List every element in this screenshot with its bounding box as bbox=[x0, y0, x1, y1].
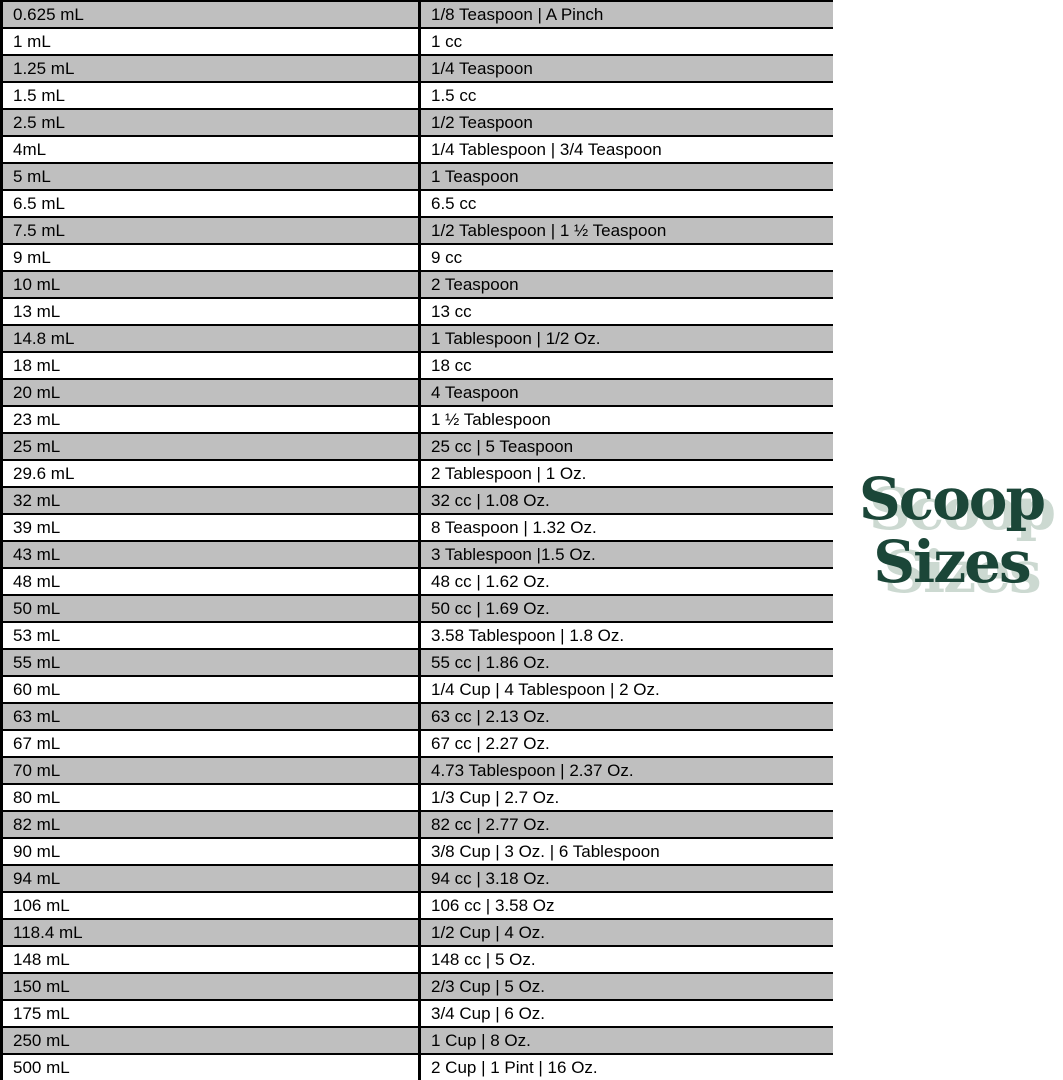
ml-cell: 9 mL bbox=[2, 244, 420, 271]
conversion-cell: 1 Teaspoon bbox=[420, 163, 834, 190]
conversion-cell: 3.58 Tablespoon | 1.8 Oz. bbox=[420, 622, 834, 649]
conversion-cell: 1/3 Cup | 2.7 Oz. bbox=[420, 784, 834, 811]
table-row bbox=[2, 595, 834, 622]
conversion-cell: 4 Teaspoon bbox=[420, 379, 834, 406]
conversion-cell: 94 cc | 3.18 Oz. bbox=[420, 865, 834, 892]
ml-cell: 7.5 mL bbox=[2, 217, 420, 244]
table-row bbox=[2, 946, 834, 973]
ml-cell: 23 mL bbox=[2, 406, 420, 433]
ml-cell: 70 mL bbox=[2, 757, 420, 784]
conversion-cell: 1/2 Tablespoon | 1 ½ Teaspoon bbox=[420, 217, 834, 244]
ml-cell: 18 mL bbox=[2, 352, 420, 379]
ml-cell: 32 mL bbox=[2, 487, 420, 514]
conversion-cell: 2 Teaspoon bbox=[420, 271, 834, 298]
table-row bbox=[2, 379, 834, 406]
conversion-cell: 9 cc bbox=[420, 244, 834, 271]
ml-cell: 80 mL bbox=[2, 784, 420, 811]
ml-cell: 4mL bbox=[2, 136, 420, 163]
conversion-cell: 1.5 cc bbox=[420, 82, 834, 109]
conversion-cell: 67 cc | 2.27 Oz. bbox=[420, 730, 834, 757]
conversion-cell: 3/8 Cup | 3 Oz. | 6 Tablespoon bbox=[420, 838, 834, 865]
table-row bbox=[2, 136, 834, 163]
conversion-cell: 2 Cup | 1 Pint | 16 Oz. bbox=[420, 1054, 834, 1080]
conversion-cell: 13 cc bbox=[420, 298, 834, 325]
table-row bbox=[2, 55, 834, 82]
conversion-cell: 1/2 Teaspoon bbox=[420, 109, 834, 136]
ml-cell: 60 mL bbox=[2, 676, 420, 703]
ml-cell: 1.25 mL bbox=[2, 55, 420, 82]
conversion-cell: 2/3 Cup | 5 Oz. bbox=[420, 973, 834, 1000]
table-row bbox=[2, 703, 834, 730]
table-row bbox=[2, 1054, 834, 1080]
ml-cell: 94 mL bbox=[2, 865, 420, 892]
conversion-cell: 25 cc | 5 Teaspoon bbox=[420, 433, 834, 460]
scoop-sizes-logo bbox=[840, 465, 1063, 596]
ml-cell: 29.6 mL bbox=[2, 460, 420, 487]
conversion-cell: 4.73 Tablespoon | 2.37 Oz. bbox=[420, 757, 834, 784]
conversion-cell: 6.5 cc bbox=[420, 190, 834, 217]
ml-cell: 106 mL bbox=[2, 892, 420, 919]
table-row bbox=[2, 325, 834, 352]
conversion-cell: 148 cc | 5 Oz. bbox=[420, 946, 834, 973]
table-row bbox=[2, 649, 834, 676]
table-row bbox=[2, 838, 834, 865]
table-row bbox=[2, 433, 834, 460]
ml-cell: 50 mL bbox=[2, 595, 420, 622]
table-row bbox=[2, 352, 834, 379]
table-body bbox=[2, 1, 834, 1080]
table-row bbox=[2, 487, 834, 514]
ml-cell: 63 mL bbox=[2, 703, 420, 730]
table-row bbox=[2, 784, 834, 811]
table-row bbox=[2, 460, 834, 487]
conversion-cell: 1/8 Teaspoon | A Pinch bbox=[420, 1, 834, 28]
ml-cell: 43 mL bbox=[2, 541, 420, 568]
ml-cell: 5 mL bbox=[2, 163, 420, 190]
ml-cell: 20 mL bbox=[2, 379, 420, 406]
ml-cell: 500 mL bbox=[2, 1054, 420, 1080]
ml-cell: 118.4 mL bbox=[2, 919, 420, 946]
table-row bbox=[2, 1027, 834, 1054]
table-row bbox=[2, 622, 834, 649]
conversion-cell: 1/4 Tablespoon | 3/4 Teaspoon bbox=[420, 136, 834, 163]
ml-cell: 150 mL bbox=[2, 973, 420, 1000]
logo-line-sizes: Sizes bbox=[873, 528, 1030, 596]
table-row bbox=[2, 757, 834, 784]
table-row bbox=[2, 271, 834, 298]
table-row bbox=[2, 865, 834, 892]
conversion-cell: 1 Cup | 8 Oz. bbox=[420, 1027, 834, 1054]
conversion-cell: 48 cc | 1.62 Oz. bbox=[420, 568, 834, 595]
conversion-cell: 50 cc | 1.69 Oz. bbox=[420, 595, 834, 622]
table-row bbox=[2, 973, 834, 1000]
conversion-cell: 63 cc | 2.13 Oz. bbox=[420, 703, 834, 730]
ml-cell: 2.5 mL bbox=[2, 109, 420, 136]
table-row bbox=[2, 82, 834, 109]
table-row bbox=[2, 919, 834, 946]
conversion-cell: 106 cc | 3.58 Oz bbox=[420, 892, 834, 919]
table-row bbox=[2, 163, 834, 190]
conversion-cell: 8 Teaspoon | 1.32 Oz. bbox=[420, 514, 834, 541]
ml-cell: 25 mL bbox=[2, 433, 420, 460]
ml-cell: 1.5 mL bbox=[2, 82, 420, 109]
table-row bbox=[2, 406, 834, 433]
ml-cell: 10 mL bbox=[2, 271, 420, 298]
conversion-cell: 18 cc bbox=[420, 352, 834, 379]
conversion-cell: 1 cc bbox=[420, 28, 834, 55]
ml-cell: 250 mL bbox=[2, 1027, 420, 1054]
ml-cell: 90 mL bbox=[2, 838, 420, 865]
conversion-cell: 55 cc | 1.86 Oz. bbox=[420, 649, 834, 676]
ml-cell: 48 mL bbox=[2, 568, 420, 595]
table-row bbox=[2, 541, 834, 568]
conversion-cell: 82 cc | 2.77 Oz. bbox=[420, 811, 834, 838]
ml-cell: 82 mL bbox=[2, 811, 420, 838]
ml-cell: 14.8 mL bbox=[2, 325, 420, 352]
table-row bbox=[2, 811, 834, 838]
table-row bbox=[2, 298, 834, 325]
table-row bbox=[2, 1, 834, 28]
ml-cell: 67 mL bbox=[2, 730, 420, 757]
ml-cell: 13 mL bbox=[2, 298, 420, 325]
table-row bbox=[2, 568, 834, 595]
table-row bbox=[2, 190, 834, 217]
conversion-cell: 1 ½ Tablespoon bbox=[420, 406, 834, 433]
ml-cell: 175 mL bbox=[2, 1000, 420, 1027]
table-row bbox=[2, 244, 834, 271]
logo-line-scoop: Scoop bbox=[858, 465, 1045, 533]
conversion-cell: 1/4 Teaspoon bbox=[420, 55, 834, 82]
table-row bbox=[2, 514, 834, 541]
table-row bbox=[2, 892, 834, 919]
conversion-cell: 32 cc | 1.08 Oz. bbox=[420, 487, 834, 514]
ml-cell: 0.625 mL bbox=[2, 1, 420, 28]
conversion-cell: 1/2 Cup | 4 Oz. bbox=[420, 919, 834, 946]
conversion-cell: 1 Tablespoon | 1/2 Oz. bbox=[420, 325, 834, 352]
table-row bbox=[2, 109, 834, 136]
ml-cell: 53 mL bbox=[2, 622, 420, 649]
conversion-cell: 1/4 Cup | 4 Tablespoon | 2 Oz. bbox=[420, 676, 834, 703]
conversion-cell: 3/4 Cup | 6 Oz. bbox=[420, 1000, 834, 1027]
ml-cell: 39 mL bbox=[2, 514, 420, 541]
table-row bbox=[2, 217, 834, 244]
table-row bbox=[2, 730, 834, 757]
ml-cell: 55 mL bbox=[2, 649, 420, 676]
conversion-cell: 3 Tablespoon |1.5 Oz. bbox=[420, 541, 834, 568]
ml-cell: 1 mL bbox=[2, 28, 420, 55]
ml-cell: 6.5 mL bbox=[2, 190, 420, 217]
table-row bbox=[2, 1000, 834, 1027]
conversion-cell: 2 Tablespoon | 1 Oz. bbox=[420, 460, 834, 487]
table-row bbox=[2, 676, 834, 703]
table-row bbox=[2, 28, 834, 55]
ml-cell: 148 mL bbox=[2, 946, 420, 973]
